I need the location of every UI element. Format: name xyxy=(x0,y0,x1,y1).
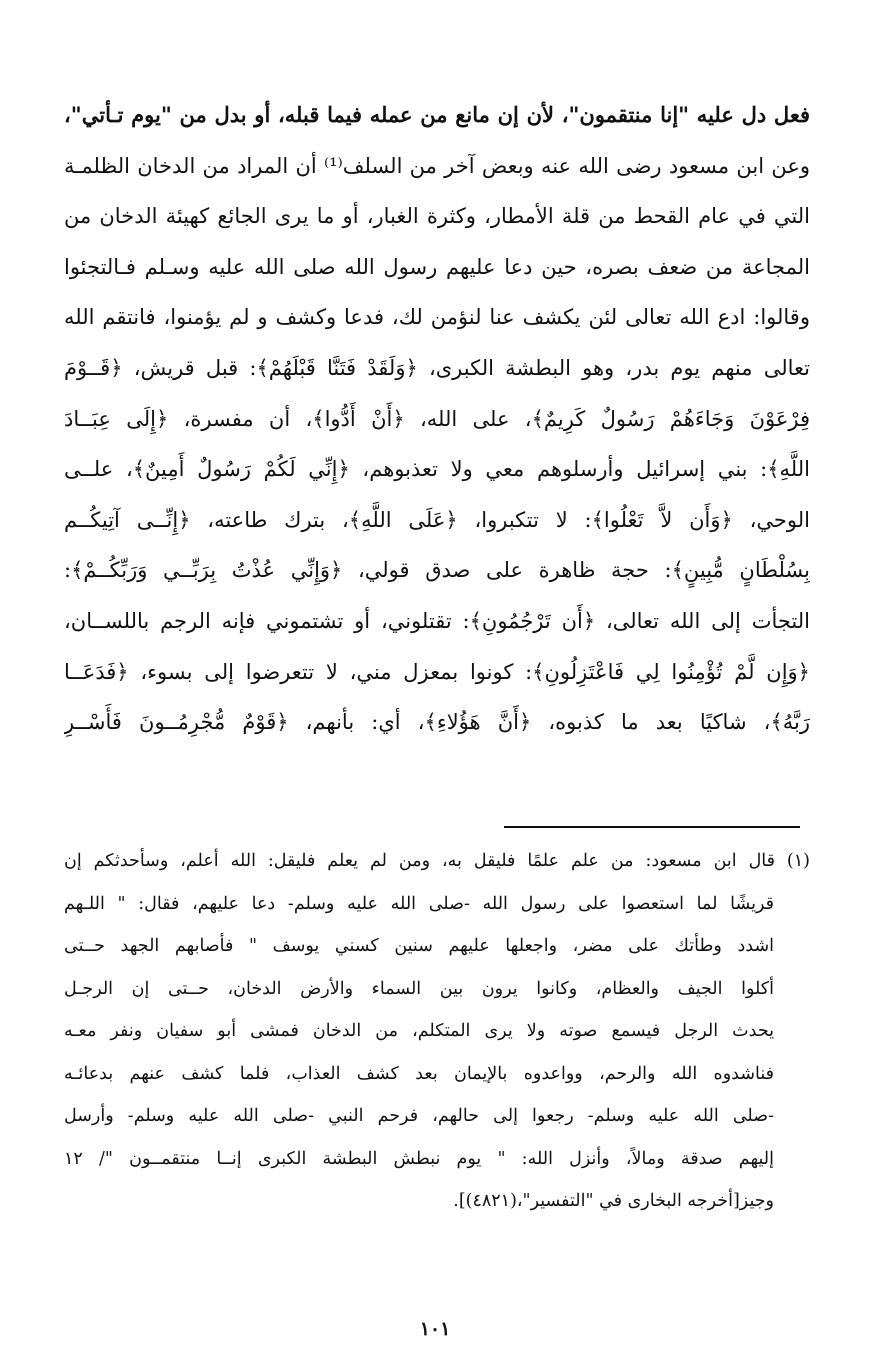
main-text-line: تعالى منهم يوم بدر، وهو البطشة الكبرى، ﴿وَلَقَدْ فَتَنَّا قَبْلَهُمْ﴾: قبل قريش، ﴿قَــوْمَ xyxy=(64,355,810,380)
footnote-line: قريشًا لما استعصوا على رسول الله -صلى الله عليه وسلم- دعا عليهم، فقال: " اللـهم xyxy=(64,893,774,914)
page-number: ١٠١ xyxy=(419,1318,451,1340)
main-text-line: رَبَّهُ﴾، شاكيًا بعد ما كذبوه، ﴿أَنَّ هَؤُلاءِ﴾، أي: بأنهم، ﴿قَوْمٌ مُّجْرِمُــونَ فَأَسْــرِ xyxy=(64,710,810,735)
main-text-line: التجأت إلى الله تعالى، ﴿أَن تَرْجُمُونِ﴾: تقتلوني، أو تشتموني فإنه الرجم باللســان، xyxy=(64,608,810,633)
footnote-line: -صلى الله عليه وسلم- رجعوا إلى حالهم، فرحم النبي -صلى الله عليه وسلم- وأرسل xyxy=(64,1106,774,1126)
main-text-line: وقالوا: ادع الله تعالى لئن يكشف عنا لنؤمن لك، فدعا وكشف و لم يؤمنوا، فانتقم الله xyxy=(64,305,810,330)
main-text-line: ﴿وَإِن لَّمْ تُؤْمِنُوا لِي فَاعْتَزِلُونِ﴾: كونوا بمعزل مني، لا تتعرضوا إلى بسوء، ﴿فَدَعَــا xyxy=(64,659,810,684)
main-text-line: الوحي، ﴿وَأَن لاَّ تَعْلُوا﴾: لا تتكبروا، ﴿عَلَى اللَّهِ﴾، بترك طاعته، ﴿إِنِّــى آتِيكُــم xyxy=(64,507,810,532)
footnote-divider xyxy=(504,826,800,828)
main-text-line: المجاعة من ضعف بصره، حين دعا عليهم رسول الله صلى الله عليه وسـلم فـالتجئوا xyxy=(64,254,810,279)
footnote-line: أكلوا الجيف والعظام، وكانوا يرون بين السماء والأرض الدخان، حــتى إن الرجـل xyxy=(64,978,774,999)
footnote-line: يحدث الرجل فيسمع صوته ولا يرى المتكلم، من الدخان فمشى أبو سفيان ونفر معـه xyxy=(64,1021,774,1041)
footnote-line: فناشدوه الله والرحم، وواعدوه بالإيمان بعد كشف العذاب، فلما كشف عنهم بدعائـه xyxy=(64,1063,774,1084)
footnote-line: (١) قال ابن مسعود: من علم علمًا فليقل به، ومن لم يعلم فليقل: الله أعلم، وسأحدثكم إن xyxy=(64,851,810,871)
main-text-line: فِرْعَوْنَ وَجَاءَهُمْ رَسُولٌ كَرِيمٌ﴾، على الله، ﴿أَنْ أَدُّوا﴾، أن مفسرة، ﴿إِلَى عِبَــادَ xyxy=(64,406,810,431)
footnote-line: اشدد وطأتك على مضر، واجعلها عليهم سنين كسني يوسف " فأصابهم الجهد حــتى xyxy=(64,936,774,956)
footnote-line: وجيز[أخرجه البخارى في "التفسير"،(٤٨٢١)]. xyxy=(453,1191,774,1211)
main-text-line: اللَّهِ﴾: بني إسرائيل وأرسلوهم معي ولا تعذبوهم، ﴿إِنِّي لَكُمْ رَسُولٌ أَمِينٌ﴾، علــى xyxy=(64,457,810,482)
main-text-line: وعن ابن مسعود رضى الله عنه وبعض آخر من السلف⁽¹⁾ أن المراد من الدخان الظلمـة xyxy=(64,153,810,178)
footnotes-section xyxy=(64,840,810,1223)
footnote-line: إليهم صدقة ومالاً، وأنزل الله: " يوم نبطش البطشة الكبرى إنــا منتقمــون "/ ١٢ xyxy=(64,1148,774,1169)
main-text-body xyxy=(64,90,810,748)
main-text-line: فعل دل عليه "إنا منتقمون"، لأن إن مانع من عمله فيما قبله، أو بدل من "يوم تـأتي"، xyxy=(64,102,810,127)
main-text-line: بِسُلْطَانٍ مُّبِينٍ﴾: حجة ظاهرة على صدق قولي، ﴿وَإِنِّي عُذْتُ بِرَبِّــي وَرَبِّكُــمْ﴾: xyxy=(64,558,810,583)
main-text-line: التي في عام القحط من قلة الأمطار، وكثرة الغبار، أو ما يرى الجائع كهيئة الدخان من xyxy=(64,204,810,229)
